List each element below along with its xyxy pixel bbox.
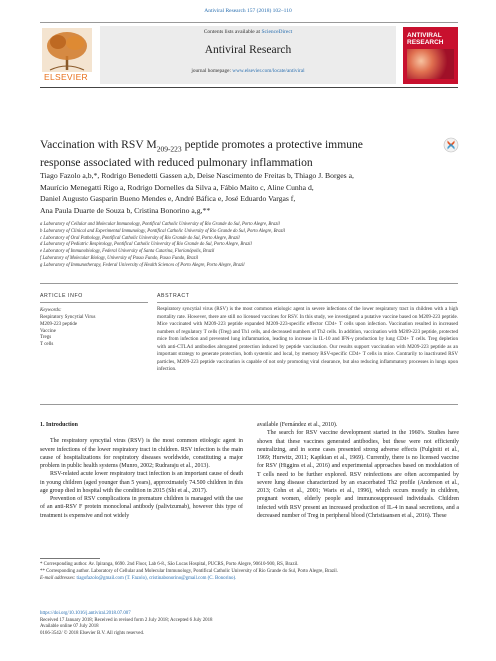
elsevier-logo[interactable] <box>40 26 96 84</box>
publication-info <box>40 611 460 637</box>
crossmark-icon[interactable] <box>443 137 459 153</box>
authors-line-3[interactable]: Daniel Augusto Gasparin Bueno Mendes e, André Báfica e, José Eduardo Vargas f, <box>40 194 296 203</box>
doi-link[interactable]: https://doi.org/10.1016/j.antiviral.2018.07.007 <box>40 611 131 616</box>
keyword-item: Tregs <box>40 335 52 341</box>
affiliation-c: c Laboratory of Oral Pathology, Pontifical Catholic University of Rio Grande do Sul, Porto Alegre, Brazil <box>40 235 240 241</box>
body-column-left <box>40 421 243 520</box>
author-list <box>40 170 460 216</box>
received-dates: Received 17 January 2018; Received in revised form 2 July 2018; Accepted 6 July 2018 <box>40 617 213 623</box>
journal-reference[interactable]: Antiviral Research 157 (2018) 102–110 <box>204 8 292 14</box>
affiliation-a: a Laboratory of Cellular and Molecular Immunology, Pontifical Catholic University of Rio Grande do Sul, Porto Alegre, Brazil <box>40 222 280 227</box>
keyword-item: M209-223 peptide <box>40 321 78 327</box>
keywords-list <box>40 315 95 349</box>
email-links[interactable]: tiagofazolo@gmail.com (T. Fazolo), cristinabonorino@gmail.com (C. Bonorino). <box>76 575 237 581</box>
contents-line: Contents lists available at ScienceDirect <box>203 29 293 35</box>
keywords-label: Keywords: <box>40 308 62 313</box>
divider <box>157 302 457 303</box>
divider <box>40 302 148 303</box>
footnote: * Corresponding author. Av. Ipiranga, 6690. 2nd Floor, Lab 6-8., São Lucas Hospital, PUCRS, Porto Alegre, 90610-900, RS, Brazil. <box>40 562 299 567</box>
paragraph: Prevention of RSV complications in premature children is managed with the use of an anti-RSV F protein monoclonal antibody (palivizumab), however this type of treatment is expensive and not widely <box>40 496 243 519</box>
section-heading: 1. Introduction <box>40 422 78 428</box>
affiliation-b: b Laboratory of Clinical and Experimental Immunology, Pontifical Catholic University of Rio Grande do Sul, Porto Alegre, Brazil <box>40 228 286 234</box>
abstract-text: Respiratory syncytial virus (RSV) is the most common etiologic agent in severe infections of the lower respiratory tract in children with a high mortality rate. However, there are still no licensed vaccines for RSV. In this study, we investigated a putative vaccine based on M209-223 peptide. Mice vaccinated with M209-223 peptide expanded M209-223-specific effector CD4+ T cells upon infection. Vaccination resulted in increased numbers of regulatory T cells (Treg) and Th1 cells, and decreased numbers of Th2 cells. In addition, vaccination with M209-223 peptide, protected mice from infection and prevented lung inflammation, leading to increase in IL-10 and IFN-γ production by lung CD4+ T cells. Treg depletion with anti-CTLA4 antibodies abrogated protection induced by peptide vaccination. Our results support vaccination with M209-223 peptide as an important strategy to generate protection, both systemic and local, by memory RSV-specific CD4+ T cells in mice. Contrarily to inactivated RSV particles, M209-223 peptide vaccination is capable of not only promoting viral clearance, but also reducing inflammatory processes in lungs upon infection. <box>157 306 458 372</box>
authors-line-1[interactable]: Tiago Fazolo a,b,*, Rodrigo Benedetti Gassen a,b, Deise Nascimento de Freitas b, Thiago J. Borges a, <box>40 171 354 180</box>
paragraph: The respiratory syncytial virus (RSV) is the most common etiologic agent in severe infections of the lower respiratory tract in children. RSV infection is the main cause of hospitalizations for respiratory diseases worldwide, constituting a major problem in public health systems (Munro, 2002; Rudraraju et al., 2013). <box>40 438 243 469</box>
cover-title: ANTIVIRAL RESEARCH <box>407 32 444 46</box>
affiliations <box>40 222 460 270</box>
homepage-line: journal homepage: www.elsevier.com/locate/antiviral <box>191 68 305 74</box>
divider <box>40 404 458 405</box>
journal-title[interactable]: Antiviral Research <box>204 44 292 56</box>
authors-line-4[interactable]: Ana Paula Duarte de Souza b, Cristina Bonorino a,g,** <box>40 205 211 215</box>
abstract-heading: ABSTRACT <box>157 293 190 299</box>
paragraph: The search for RSV vaccine development started in the 1960's. Studies have shown that these vaccines generated antibodies, but these were not efficiently neutralizing, and in some cases presented strong adverse effects (Fulginiti et al., 1969; Hurwitz, 2011; Kapikian et al., 1969). Currently, there is no licensed vaccine for RSV (Higgins et al., 2016) and experimental approaches based on modulation of T cells need to be further explored. RSV reinfections are often accompanied by severe lung disease characterized by an exacerbated Th2 profile (Anderson et al., 2013; Cohn et al., 2001; Waris et al., 1996), which occurs mostly in children, pregnant women, elderly people and immunosuppressed individuals. Children infected with RSV present an increased production of IL-4 in nasal secretions, and a decreased number of Treg in peripheral blood (Christiaansen et al., 2016). These <box>257 430 459 519</box>
authors-line-2[interactable]: Maurício Menegatti Rigo a, Rodrigo Dornelles da Silva a, Fábio Maito c, Aline Cunha d, <box>40 182 314 192</box>
journal-banner <box>100 26 396 84</box>
journal-header <box>40 22 458 88</box>
affiliation-d: d Laboratory of Pediatric Respirology, Pontifical Catholic University of Rio Grande do Sul, Porto Alegre, Brazil <box>40 242 252 248</box>
divider <box>40 283 458 284</box>
affiliation-f: f Laboratory of Molecular Biology, University of Passo Fundo, Passo Fundo, Brazil <box>40 255 199 261</box>
journal-homepage-link[interactable]: www.elsevier.com/locate/antiviral <box>232 68 305 74</box>
article-info-heading: ARTICLE INFO <box>40 293 83 299</box>
cover-image <box>407 49 454 79</box>
paragraph: available (Fernández et al., 2010). <box>257 422 338 428</box>
footnote-divider <box>40 558 100 559</box>
online-date: Available online 07 July 2018 <box>40 624 99 630</box>
keyword-item: Respiratory Syncytial Virus <box>40 315 96 320</box>
article-title: Vaccination with RSV $M_{209-223}$ peptide promotes a protective immune response associated with reduced pulmonary inflammation <box>40 138 363 170</box>
keyword-item: Vaccine <box>40 328 56 334</box>
keyword-item: T cells <box>40 342 54 348</box>
sciencedirect-link[interactable]: ScienceDirect <box>261 29 293 35</box>
footnotes <box>40 562 460 582</box>
affiliation-e: e Laboratory of Immunobiology, Federal University of Santa Catarina, Florianópolis, Brazil <box>40 249 215 255</box>
copyright: 0166-3542/ © 2018 Elsevier B.V. All rights reserved. <box>40 630 145 636</box>
footnote: ** Corresponding author. Laboratory of Cellular and Molecular Immunology, Pontifical Catholic University of Rio Grande do Sul, Porto Alegre, Brazil. <box>40 568 338 574</box>
affiliation-g: g Laboratory of Immunotherapy, Federal University of Health Sciences of Porto Alegre, Porto Alegre, Brazil <box>40 262 245 268</box>
journal-cover-thumbnail[interactable] <box>403 27 458 84</box>
elsevier-wordmark: ELSEVIER <box>44 72 88 82</box>
paragraph: RSV-related acute lower respiratory tract infection is an important cause of death in young children (aged younger than 5 years), approximately 74.500 children in this age group died in hospital with the condition in 2015 (Shi et al., 2017). <box>40 471 243 494</box>
email-line: E-mail addresses: tiagofazolo@gmail.com (T. Fazolo), cristinabonorino@gmail.com (C. Bonorino). <box>40 575 237 581</box>
body-column-right <box>257 421 459 520</box>
